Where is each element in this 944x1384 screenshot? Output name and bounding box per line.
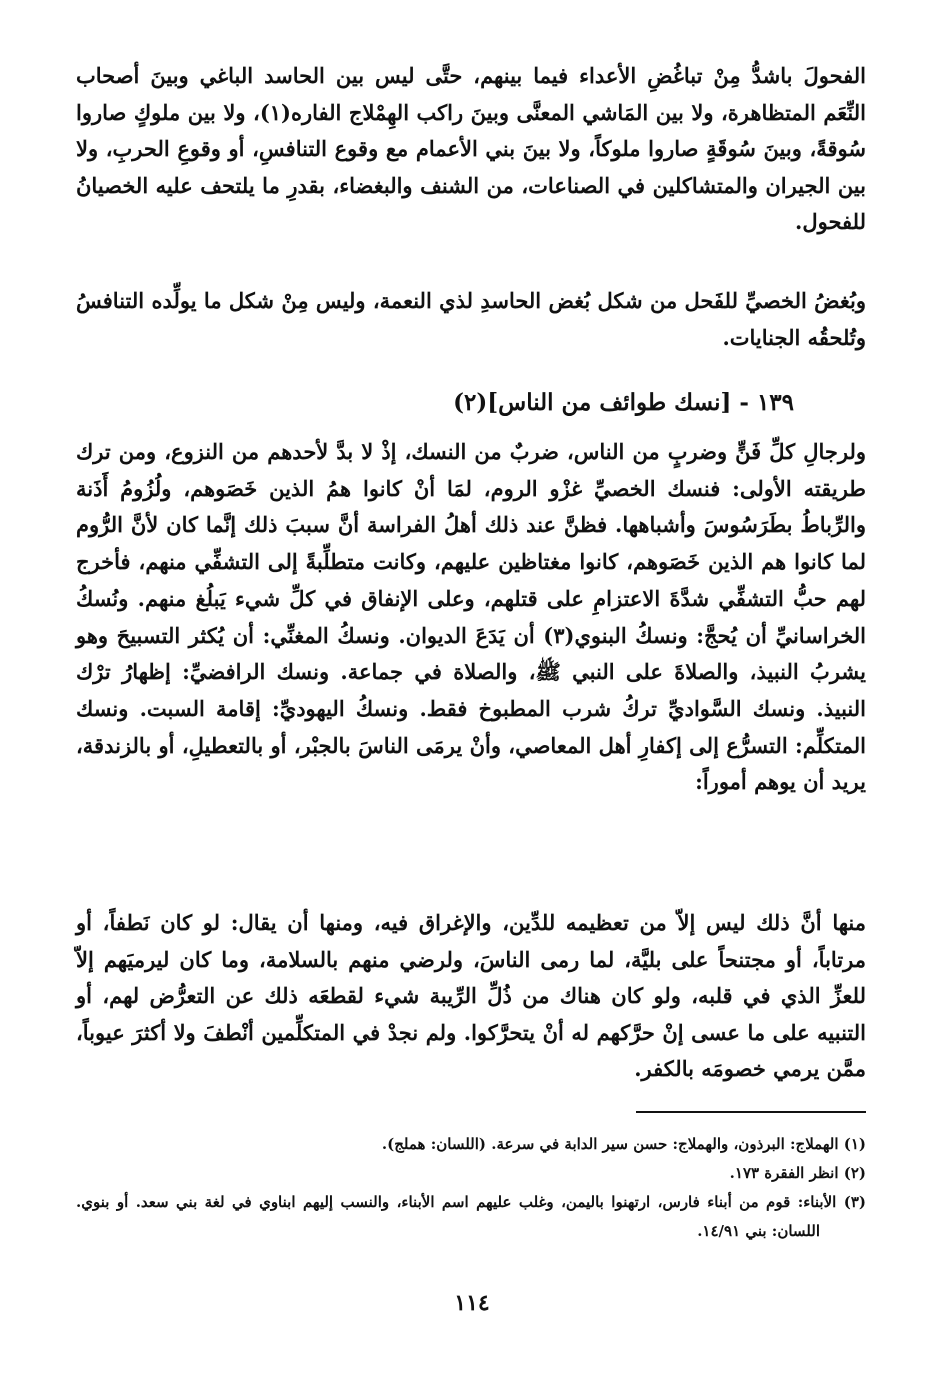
section-heading: ١٣٩ - [نسك طوائف من الناس](٢) bbox=[453, 389, 794, 416]
footnote-1: (١) الهملاج: البرذون، والهملاج: حسن سير الدابة في سرعة. (اللسان: هملج). bbox=[381, 1135, 866, 1153]
paragraph-3 bbox=[76, 434, 866, 801]
footnote-3: (٣) الأبناء: قوم من أبناء فارس، ارتهنوا باليمن، وغلب عليهم اسم الأبناء، والنسب إليهم ابناوي في لغة بني سعد. أو بنوي. اللسان: بني ١٤/٩١. bbox=[76, 1193, 866, 1240]
page-number: ١١٤ bbox=[454, 1290, 490, 1316]
footnotes bbox=[76, 1130, 866, 1246]
footnote-divider bbox=[636, 1111, 866, 1113]
paragraph-text: وبُغضُ الخصيِّ للفَحل من شكل بُغض الحاسدِ لذي النعمة، وليس مِنْ شكل ما يولِّده التنافسُ وتُلحقُه الجنايات. bbox=[76, 288, 866, 350]
paragraph-4 bbox=[76, 905, 866, 1088]
paragraph-2 bbox=[76, 283, 866, 356]
paragraph-1 bbox=[76, 58, 866, 241]
paragraph-text: ولرجالِ كلِّ فَنٍّ وضربٍ من الناس، ضربٌ من النسك، إذْ لا بدَّ لأحدهم من النزوع، ومن ترك طريقته الأولى: فنسك الخصيِّ غزْو الروم، لمَا أنْ كانوا همُ الذين خَصَوهم، ولُزُومُ أَذَنة والرِّباطُ بطَرَسُوسَ وأشباهها. فظنَّ عند ذلك أهلُ الفراسة أنَّ سببَ ذلك إنَّما كان لأنَّ الرُّوم لما كانوا هم الذين خَصَوهم، كانوا مغتاظين عليهم، وكانت متطلِّبةً إلى التشفِّي منهم، فأخرج لهم حبُّ التشفِّي شدَّةَ الاعتزامِ على قتلهم، وعلى الإنفاق في كلِّ شيء يَبلُغ منهم. ونُسكُ الخراسانيِّ أن يُحجَّ: ونسكُ البنوي(٣) أن يَدَعَ الديوان. ونسكُ المغنِّي: أن يُكثر التسبيحَ وهو يشربُ النبيذ، والصلاةَ على النبي ﷺ، والصلاة في جماعة. ونسك الرافضيِّ: إظهارُ ترْك النبيذ. ونسك السَّواديِّ تركُ شرب المطبوخ فقط. ونسكُ اليهوديِّ: إقامة السبت. ونسك المتكلِّم: التسرُّع إلى إكفارِ أهل المعاصي، وأنْ يرمَى الناسَ بالجبْر، أو بالتعطيلِ، أو بالزندقة، يريد أن يوهم أموراً: bbox=[76, 439, 866, 795]
paragraph-text: الفحولَ باشدُّ مِنْ تباغُضِ الأعداء فيما بينهم، حتَّى ليس بين الحاسد الباغي وبينَ أصحاب النِّعَم المتظاهرة، ولا بين المَاشي المعنَّى وبينَ راكب الهِمْلاج الفاره(١)، ولا بين ملوكٍ صاروا سُوقةً، وبينَ سُوقَةٍ صاروا ملوكاً، ولا بينَ بني الأعمام مع وقوع التنافسِ، أو وقوعِ الحربِ، ولا بين الجيران والمتشاكلين في الصناعات، من الشنف والبغضاء، بقدرِ ما يلتحف عليه الخصيانُ للفحول. bbox=[76, 63, 866, 235]
paragraph-text: منها أنَّ ذلك ليس إلاّ من تعظيمه للدِّين، والإغراق فيه، ومنها أن يقال: لو كان نَطفاً، أو مرتاباً، أو مجتنحاً على بليَّة، لما رمى الناسَ، ولرضي منهم بالسلامة، وما كان ليرميَهم إلاّ للعزِّ الذي في قلبه، ولو كان هناك من ذُلِّ الرِّيبة شيء لقطعَه ذلك عن التعرُّض لهم، أو التنبيه على ما عسى إنْ حرَّكهم له أنْ يتحرَّكوا. ولم نجدْ في المتكلِّمين أنْطفَ ولا أكثرَ عيوباً، ممَّن يرمي خصومَه بالكفر. bbox=[76, 910, 866, 1081]
footnote-2: (٢) انظر الفقرة ١٧٣. bbox=[729, 1164, 866, 1182]
